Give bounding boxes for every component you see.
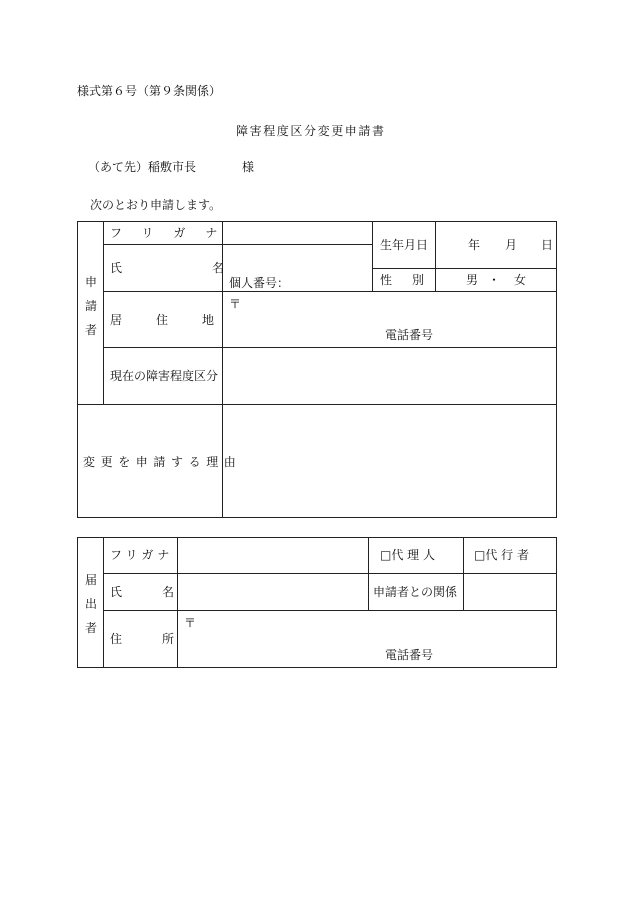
address-label: 居住地 xyxy=(110,313,249,327)
gender-separator: ・ xyxy=(488,273,501,287)
agent-option[interactable]: □代 理 人 xyxy=(380,548,435,562)
birthdate-year: 年 xyxy=(468,238,481,252)
addressee: （あて先）稲敷市長 xyxy=(88,160,197,174)
form-title: 障害程度区分変更申請書 xyxy=(236,124,386,138)
applicant-postal-mark: 〒 xyxy=(229,297,242,311)
applicant-name-label: 氏名 xyxy=(110,261,315,275)
reason-label: 変更を申請する理由 xyxy=(83,455,242,469)
addressee-honorific: 様 xyxy=(242,160,255,174)
gender-female: 女 xyxy=(514,273,527,287)
submitter-address-label: 住所 xyxy=(110,632,215,646)
current-level-label: 現在の障害程度区分 xyxy=(110,369,219,383)
birthdate-month: 月 xyxy=(505,238,518,252)
applicant-phone-label: 電話番号 xyxy=(385,328,434,342)
applicant-furigana-label: フリガナ xyxy=(110,226,238,240)
birthdate-label: 生年月日 xyxy=(380,238,429,252)
submitter-phone-label: 電話番号 xyxy=(385,648,434,662)
personal-number-label: 個人番号： xyxy=(229,276,290,290)
proxy-option[interactable]: □代 行 者 xyxy=(474,548,529,562)
birthdate-day: 日 xyxy=(541,238,554,252)
gender-male: 男 xyxy=(466,273,479,287)
submitter-furigana-label: フリガナ xyxy=(110,548,174,562)
submitter-name-label: 氏名 xyxy=(110,585,215,599)
form-number: 様式第６号（第９条関係） xyxy=(77,84,222,98)
intro-text: 次のとおり申請します。 xyxy=(90,198,222,212)
submitter-postal-mark: 〒 xyxy=(184,616,197,630)
applicant-section-label: 申請者 xyxy=(84,275,97,337)
submitter-section-label: 届出者 xyxy=(84,573,97,635)
gender-label: 性別 xyxy=(380,273,445,287)
relation-label: 申請者との関係 xyxy=(373,585,458,599)
